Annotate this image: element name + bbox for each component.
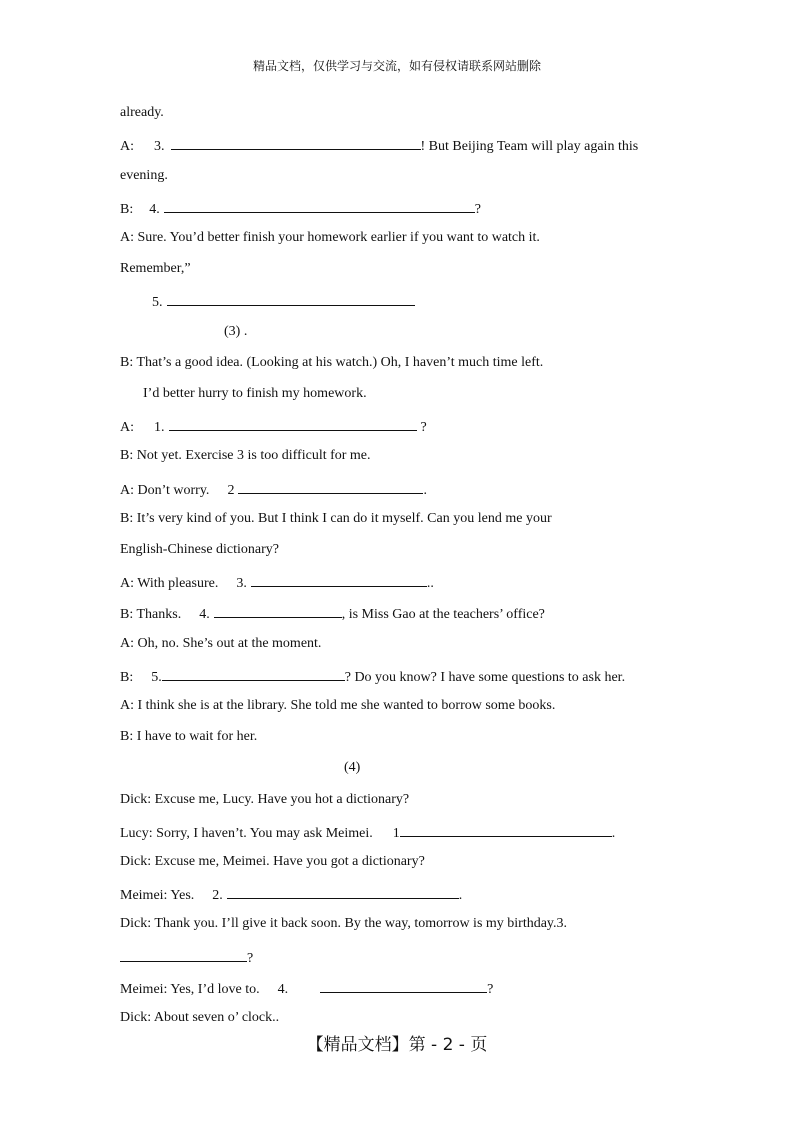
answer-blank[interactable] — [171, 135, 421, 150]
text-segment: . — [611, 826, 616, 841]
text-line: B: It’s very kind of you. But I think I can do it myself. Can you lend me your — [120, 511, 552, 526]
dialogue-line — [120, 479, 427, 500]
text-segment: ? Do you know? I have some questions to ask her. — [344, 670, 626, 685]
dialogue-line — [120, 603, 545, 624]
document-header-notice: 精品文档，仅供学习与交流，如有侵权请联系网站删除 — [252, 59, 541, 73]
dialogue-line — [120, 572, 434, 593]
answer-blank[interactable] — [227, 884, 459, 899]
answer-blank[interactable] — [167, 291, 415, 306]
answer-blank[interactable] — [251, 572, 427, 587]
item-number: 4. — [199, 607, 210, 622]
item-number: 3. — [154, 139, 165, 154]
text-line: English-Chinese dictionary? — [120, 542, 280, 557]
item-number: 1 — [392, 826, 400, 841]
text-segment: B: Thanks. — [120, 607, 182, 622]
item-number: 2 — [227, 483, 235, 498]
text-line: Dick: Excuse me, Meimei. Have you got a dictionary? — [120, 854, 425, 869]
page-footer: 【精品文档】第 - 2 - 页 — [306, 1035, 488, 1055]
text-line: A: Oh, no. She’s out at the moment. — [120, 636, 322, 651]
text-segment: . — [458, 888, 463, 903]
dialogue-line — [152, 291, 415, 312]
item-number: 4. — [149, 202, 160, 217]
text-segment: ? — [487, 982, 494, 997]
answer-blank[interactable] — [238, 479, 423, 494]
text-line: B: I have to wait for her. — [120, 729, 258, 744]
dialogue-line — [120, 884, 462, 905]
text-line: already. — [120, 105, 164, 120]
answer-blank[interactable] — [120, 947, 247, 962]
text-line: I’d better hurry to finish my homework. — [143, 386, 367, 401]
text-segment: Meimei: Yes, I’d love to. — [120, 982, 260, 997]
text-segment: ? — [474, 202, 481, 217]
text-line: Remember,” — [120, 261, 191, 276]
dialogue-line — [120, 135, 638, 156]
answer-blank[interactable] — [164, 198, 475, 213]
answer-blank[interactable] — [169, 416, 417, 431]
dialogue-line — [120, 978, 493, 999]
section-number: (4) — [344, 760, 361, 775]
dialogue-line — [120, 416, 427, 437]
answer-blank[interactable] — [400, 822, 612, 837]
text-segment: A: Don’t worry. — [120, 483, 210, 498]
speaker-label: B: — [120, 202, 134, 217]
item-number: 4. — [277, 982, 289, 997]
text-segment: A: With pleasure. — [120, 576, 219, 591]
text-segment: Meimei: Yes. — [120, 888, 195, 903]
section-number: (3) . — [224, 324, 248, 339]
text-line: B: That’s a good idea. (Looking at his watch.) Oh, I haven’t much time left. — [120, 355, 544, 370]
text-line: A: I think she is at the library. She told me she wanted to borrow some books. — [120, 698, 556, 713]
text-line: A: Sure. You’d better finish your homework earlier if you want to watch it. — [120, 230, 540, 245]
item-number: 3. — [236, 576, 247, 591]
speaker-label: A: — [120, 139, 134, 154]
speaker-label: A: — [120, 420, 134, 435]
text-segment: ! But Beijing Team will play again this — [420, 139, 639, 154]
item-number: 2. — [212, 888, 223, 903]
dialogue-line — [120, 822, 615, 843]
text-segment: ? — [247, 951, 254, 966]
text-line: Dick: About seven o’ clock.. — [120, 1010, 280, 1025]
answer-blank[interactable] — [162, 666, 345, 681]
answer-blank[interactable] — [320, 978, 487, 993]
item-number: 5. — [152, 295, 163, 310]
text-line: evening. — [120, 168, 168, 183]
dialogue-line — [120, 947, 253, 968]
text-segment: , is Miss Gao at the teachers’ office? — [341, 607, 545, 622]
answer-blank[interactable] — [214, 603, 342, 618]
text-segment: .. — [426, 576, 434, 591]
text-segment: ? — [420, 420, 427, 435]
text-line: B: Not yet. Exercise 3 is too difficult for me. — [120, 448, 371, 463]
text-segment: Lucy: Sorry, I haven’t. You may ask Meimei. — [120, 826, 373, 841]
text-line: Dick: Excuse me, Lucy. Have you hot a dictionary? — [120, 792, 410, 807]
text-line: Dick: Thank you. I’ll give it back soon. By the way, tomorrow is my birthday.3. — [120, 916, 568, 931]
speaker-label: B: — [120, 670, 134, 685]
dialogue-line — [120, 198, 481, 219]
item-number: 5. — [151, 670, 162, 685]
item-number: 1. — [154, 420, 165, 435]
text-segment: . — [423, 483, 427, 498]
dialogue-line — [120, 666, 625, 687]
